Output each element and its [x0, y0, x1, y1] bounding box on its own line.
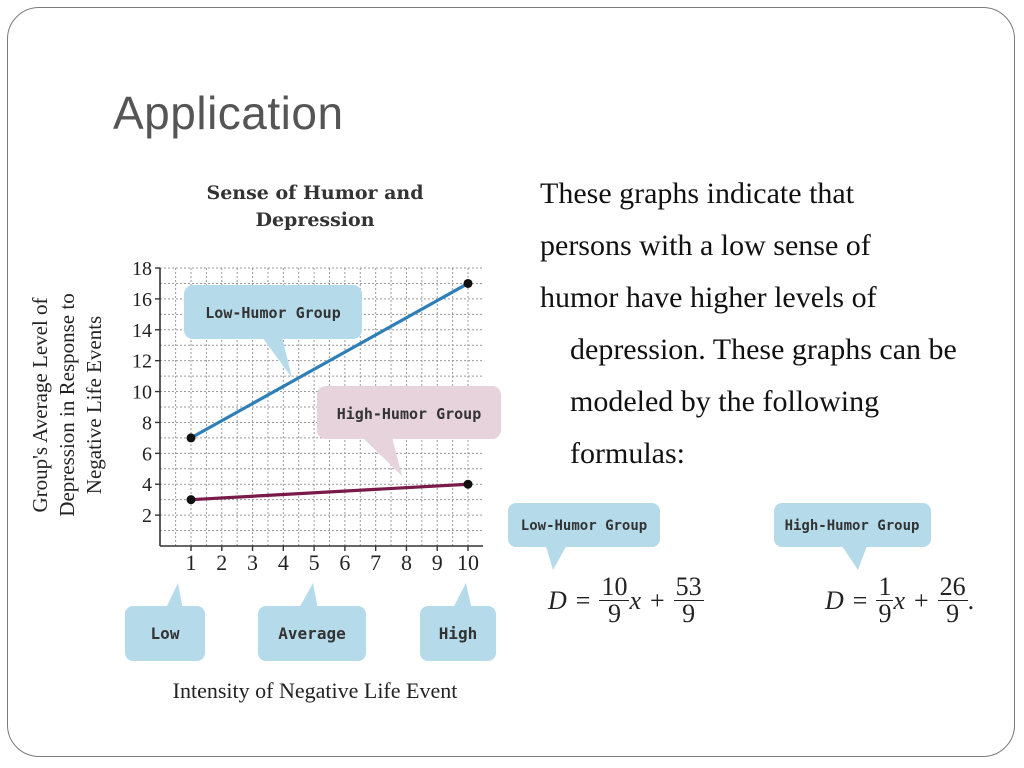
body-text [540, 168, 1000, 480]
formula-low-intercept-den: 9 [682, 599, 696, 628]
formula-callout-high-label: High-Humor Group [784, 518, 920, 534]
callout-low [125, 583, 205, 661]
body-paragraph-2: persons with a low sense of [540, 229, 871, 262]
formula-high-lhs: D [825, 585, 844, 615]
callout-high-label: High [438, 624, 478, 643]
callout-average-label: Average [278, 624, 346, 643]
x-tick-label: 9 [431, 550, 443, 575]
formula-high-humor [825, 574, 974, 627]
x-tick-label: 5 [308, 550, 320, 575]
chart-title: Sense of Humor and Depression [206, 182, 424, 231]
formula-low-equals: = [575, 585, 591, 615]
slide-title: Application [113, 87, 344, 139]
formula-callout-low-pointer [545, 543, 568, 570]
formula-low-x: x [629, 585, 641, 615]
callout-low-label: Low [150, 624, 180, 643]
formula-low-intercept [674, 574, 704, 627]
formula-callout-high-humor [774, 503, 931, 570]
y-axis-label-line2: Depression in Response to [55, 293, 79, 517]
y-tick-label: 8 [142, 412, 152, 435]
formula-low-intercept-num: 53 [675, 572, 702, 601]
y-tick-label: 18 [132, 258, 152, 280]
y-axis-label-line3: Negative Life Events [82, 315, 106, 495]
x-tick-label: 7 [370, 550, 382, 575]
y-tick-label: 2 [142, 505, 152, 528]
formula-high-slope-den: 9 [878, 599, 892, 628]
body-paragraph-1: These graphs indicate that [540, 177, 855, 210]
callout-high-humor-label: High-Humor Group [336, 405, 482, 423]
formula-high-intercept-num: 26 [939, 572, 966, 601]
formula-low-humor [548, 574, 704, 627]
data-point [464, 279, 473, 288]
data-point [187, 495, 196, 504]
y-tick-label: 4 [142, 474, 152, 497]
callout-high [420, 583, 496, 661]
body-paragraph-3: humor have higher levels of depression. These graphs can be modeled by the following formulas: [540, 281, 957, 470]
formula-high-intercept [938, 574, 968, 627]
formula-high-x: x [893, 585, 905, 615]
formula-low-slope [599, 574, 629, 627]
formula-high-end: . [967, 585, 975, 615]
callout-low-humor-pointer [262, 337, 292, 378]
formula-callout-high-pointer [840, 543, 868, 570]
data-point [464, 480, 473, 489]
callout-high-pointer [452, 583, 472, 610]
formula-high-intercept-den: 9 [946, 599, 960, 628]
formula-high-slope [876, 574, 893, 627]
y-tick-labels [132, 258, 152, 527]
x-tick-label: 6 [339, 550, 351, 575]
x-tick-labels [186, 550, 480, 575]
formula-callout-low-label: Low-Humor Group [520, 518, 648, 534]
formula-low-lhs: D [548, 585, 567, 615]
callout-low-humor-group [184, 285, 362, 378]
x-axis-label: Intensity of Negative Life Event [172, 678, 458, 703]
y-axis-label-line1: Group's Average Level of [28, 297, 52, 513]
formula-high-slope-num: 1 [878, 572, 892, 601]
x-tick-label: 8 [400, 550, 412, 575]
x-tick-label: 10 [457, 550, 479, 575]
callout-average-pointer [298, 583, 318, 610]
formula-low-slope-den: 9 [607, 599, 621, 628]
formula-high-plus: + [914, 585, 929, 615]
y-tick-label: 14 [132, 319, 152, 342]
y-tick-label: 16 [132, 288, 152, 311]
callout-average [258, 583, 366, 661]
formula-callout-low-humor [508, 503, 660, 570]
formula-low-plus: + [650, 585, 665, 615]
formula-low-slope-num: 10 [601, 572, 628, 601]
y-tick-label: 6 [142, 443, 152, 466]
callout-high-humor-group [317, 386, 501, 476]
callout-low-pointer [165, 583, 183, 610]
y-tick-label: 12 [132, 350, 152, 373]
callout-high-humor-pointer [362, 437, 402, 476]
formula-high-equals: = [852, 585, 868, 615]
y-tick-label: 10 [132, 381, 152, 404]
callout-low-humor-label: Low-Humor Group [205, 304, 341, 322]
x-tick-label: 3 [247, 550, 259, 575]
x-tick-label: 4 [277, 550, 289, 575]
x-tick-label: 1 [185, 550, 197, 575]
x-tick-label: 2 [216, 550, 228, 575]
data-point [187, 433, 196, 442]
